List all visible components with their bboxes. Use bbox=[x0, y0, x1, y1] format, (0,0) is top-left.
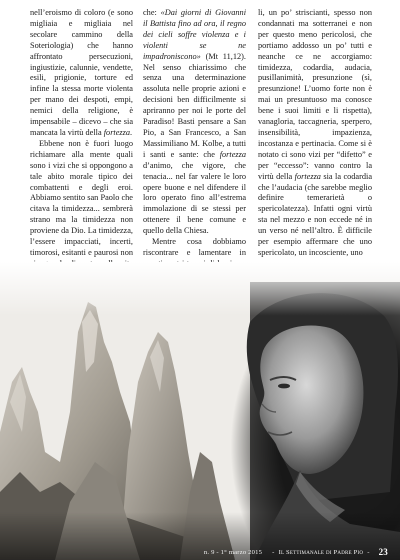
page-footer bbox=[0, 544, 400, 560]
emphasis-text: fortezza bbox=[103, 127, 131, 137]
page-number: 23 bbox=[378, 547, 388, 557]
paragraph-text: Ebbene non è fuori luogo richiamare alla mente quali sono i vizi che si oppongono a tale abito morale tipico dei combattenti e degli eroi. Abbiamo sentito san Paolo che citava la timidezza... sembrerà strano ma la timidezza non proviene da Dio. La timidezza, l’essere impacciati, incerti, timorosi, esitanti e paurosi non bbox=[30, 138, 133, 257]
paragraph bbox=[30, 8, 133, 139]
emphasis-text: fortezza bbox=[294, 171, 321, 181]
footer-separator: - bbox=[272, 548, 275, 556]
text-column-1 bbox=[30, 8, 133, 292]
paragraph bbox=[258, 8, 372, 259]
text-column-3 bbox=[258, 8, 372, 259]
issue-info: n. 9 - 1° marzo 2015 bbox=[203, 548, 263, 556]
paragraph-text: li, un po’ striscianti, spesso non condannati ma sotterranei e non per questo meno pericolosi, che portiamo addosso un po’ tutti e neanche ce ne accorgiamo: timidezza, codardia, audacia, pusillanimità, presunzione (sì, presunzione! L’uomo forte non è mai un presuntuoso ma conosce bene i suoi limiti e li rispetta), vanagloria, taccagneria, sperpero, insensibilità, impazienza, incostanza e pertinacia. Come si è notato ci sono vizi per “difetto” e per “eccesso”: vanno contro la virtù della bbox=[258, 8, 372, 181]
paragraph-text-end: sia la codardia che l’audacia (che sarebbe meglio definire temerarietà o spericolatezza). Infatti ogni virtù sta nel mezzo e non eccede né in un verso né nell’altro. È difficile per esempio affermare che uno spericolato, un incosciente, uno bbox=[258, 171, 373, 257]
footer-separator: - bbox=[367, 548, 370, 556]
paragraph-text: Mentre cosa dobbiamo riscontrare e lamentare in bbox=[143, 237, 246, 257]
paragraph-text-end: d’animo, che vigore, che tenacia... nel far valere le loro opere buone e nel difendere il loro operato fino all’estrema immolazione di se stessi per ottenere il bene comune e quello della Chiesa. bbox=[143, 160, 246, 236]
paragraph-text: che: bbox=[143, 8, 157, 17]
emphasis-text: fortezza bbox=[219, 149, 246, 159]
paragraph-text: nell’eroismo di coloro (e sono migliaia e migliaia nel secolare cammino della Soteriologia) che hanno affrontato persecuzioni, ingiustizie, calunnie, vendette, esili, prigionie, torture ed infine la stessa morte violenta per mano dei despoti, empi, nemici della religione, è impensabile – dicevo – che sia mancata la virtù della bbox=[30, 8, 133, 137]
mountain-and-portrait-image bbox=[0, 262, 400, 560]
photo-composite bbox=[0, 262, 400, 560]
paragraph bbox=[143, 8, 246, 237]
bible-quote: «Dai giorni di Giovanni il Battista fino ad ora, il regno dei cieli soffre violenza e i violenti se ne impadroniscono» bbox=[143, 8, 247, 61]
paragraph-text: (Mt 11,12). Nel senso chiarissimo che senza una determinazione assoluta nelle proprie azioni e decisioni ben difficilmente si apriranno per noi le porte del Paradiso! Basti pensare a San Pio, a San Francesco, a San Massimiliano M. Kolbe, a tutti i santi e sante: che bbox=[143, 51, 247, 159]
paragraph-text-end: . bbox=[130, 127, 133, 137]
publication-name: Il Settimanale di Padre Pio bbox=[278, 548, 364, 556]
